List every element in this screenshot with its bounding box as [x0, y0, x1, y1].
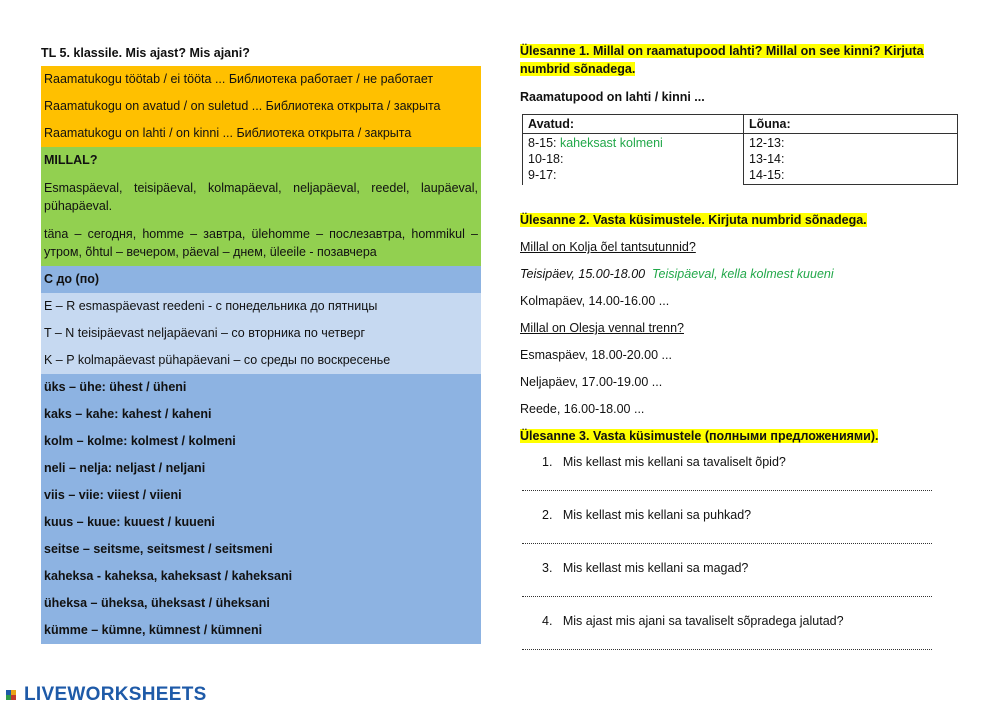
example-line [520, 265, 960, 283]
question-text: Mis kellast mis kellani sa magad? [562, 561, 749, 575]
number-item: viis – viie: viiest / viieni [44, 488, 182, 502]
range-item: E – R esmaspäevast reedeni - с понедельника до пятницы [44, 299, 378, 313]
library-phrase: Raamatukogu on avatud / on suletud ... Библиотека открыта / закрыта [44, 99, 441, 113]
number-item: kolm – kolme: kolmest / kolmeni [44, 434, 236, 448]
task3-heading-wrap [520, 427, 960, 445]
ranges-block [41, 293, 481, 374]
open-answer[interactable]: kaheksast kolmeni [559, 136, 663, 150]
range-item: T – N teisipäevast neljapäevani – со вторника по четверг [44, 326, 366, 340]
question-text: Mis kellast mis kellani sa puhkad? [562, 508, 752, 522]
question-number: 1. [542, 455, 553, 469]
open-cell [523, 134, 744, 185]
time-words-text: täna – сегодня, homme – завтра, ülehomme – послезавтра, hommikul – утром, õhtul – вечером, päeval – днем, üleeile - позавчера [44, 227, 478, 259]
task3-question-list [520, 453, 960, 650]
open-hours: 8-15: [528, 136, 557, 150]
millal-heading: MILLAL? [44, 153, 98, 167]
answer-dotted-line[interactable] [522, 648, 932, 650]
worksheet-title: TL 5. klassile. Mis ajast? Mis ajani? [41, 46, 250, 60]
number-item: neli – nelja: neljast / neljani [44, 461, 206, 475]
number-item: kaheksa - kaheksa, kaheksast / kaheksani [44, 569, 293, 583]
lunch-hours: 12-13: [749, 136, 785, 150]
table-row [523, 134, 958, 185]
number-item: kümme – kümne, kümnest / kümneni [44, 623, 263, 637]
library-phrase: Raamatukogu on lahti / on kinni ... Библиотека открыта / закрыта [44, 126, 412, 140]
number-item: kaks – kahe: kahest / kaheni [44, 407, 212, 421]
question-number: 4. [542, 614, 553, 628]
answer-dotted-line[interactable] [522, 489, 932, 491]
numbers-block [41, 374, 481, 644]
liveworksheets-logo-icon [6, 687, 22, 703]
number-item: üks – ühe: ühest / üheni [44, 380, 187, 394]
example-day: Teisipäev, 15.00-18.00 [520, 267, 646, 281]
lunch-hours: 13-14: [749, 152, 785, 166]
from-to-heading-block [41, 266, 481, 293]
exercises-panel [520, 40, 960, 650]
answer-line-neljapaev[interactable]: Neljapäev, 17.00-19.00 ... [520, 375, 663, 389]
task3-question [520, 559, 960, 577]
table-header-row [523, 115, 958, 134]
task1-heading-wrap [520, 42, 960, 78]
question-text: Mis ajast mis ajani sa tavaliselt sõpradega jalutad? [562, 614, 844, 628]
range-item: K – P kolmapäevast pühapäevani – со среды по воскресенье [44, 353, 391, 367]
task2-question-2: Millal on Olesja vennal trenn? [520, 321, 684, 335]
task3-heading: Ülesanne 3. Vasta küsimustele (полными предложениями). [520, 429, 879, 443]
task2-heading-wrap [520, 211, 960, 229]
number-item: seitse – seitsme, seitsmest / seitsmeni [44, 542, 273, 556]
task3-question [520, 453, 960, 471]
millal-block [41, 147, 481, 266]
open-hours: 9-17: [528, 168, 557, 182]
question-number: 2. [542, 508, 553, 522]
from-to-heading: С до (по) [44, 272, 100, 286]
library-phrase: Raamatukogu töötab / ei tööta ... Библиотека работает / не работает [44, 72, 434, 86]
lunch-cell [744, 134, 958, 185]
number-item: kuus – kuue: kuuest / kuueni [44, 515, 215, 529]
task2-question-1: Millal on Kolja õel tantsutunnid? [520, 240, 696, 254]
example-answer: Teisipäeval, kella kolmest kuueni [652, 267, 834, 281]
task3-question [520, 612, 960, 630]
lunch-column-header: Lõuna: [744, 115, 958, 134]
question-text: Mis kellast mis kellani sa tavaliselt õpid? [562, 455, 786, 469]
vocabulary-panel [41, 40, 481, 644]
answer-line-kolmapaev[interactable]: Kolmapäev, 14.00-16.00 ... [520, 294, 670, 308]
lunch-hours: 14-15: [749, 168, 785, 182]
open-hours: 10-18: [528, 152, 564, 166]
liveworksheets-logo-text: LIVEWORKSHEETS [24, 684, 207, 705]
answer-line-reede[interactable]: Reede, 16.00-18.00 ... [520, 402, 645, 416]
task1-subtitle: Raamatupood on lahti / kinni ... [520, 90, 705, 104]
task3-question [520, 506, 960, 524]
number-item: üheksa – üheksa, üheksast / üheksani [44, 596, 270, 610]
answer-dotted-line[interactable] [522, 542, 932, 544]
answer-dotted-line[interactable] [522, 595, 932, 597]
answer-line-esmaspaev[interactable]: Esmaspäev, 18.00-20.00 ... [520, 348, 672, 362]
task2-heading: Ülesanne 2. Vasta küsimustele. Kirjuta numbrid sõnadega. [520, 213, 867, 227]
library-phrases-block [41, 66, 481, 147]
question-number: 3. [542, 561, 553, 575]
liveworksheets-logo [6, 684, 207, 706]
weekdays-text: Esmaspäeval, teisipäeval, kolmapäeval, neljapäeval, reedel, laupäeval, pühapäeval. [44, 181, 478, 213]
hours-table [522, 114, 958, 185]
task1-heading: Ülesanne 1. Millal on raamatupood lahti? Millal on see kinni? Kirjuta numbrid sõnadega. [520, 44, 924, 76]
open-column-header: Avatud: [523, 115, 744, 134]
